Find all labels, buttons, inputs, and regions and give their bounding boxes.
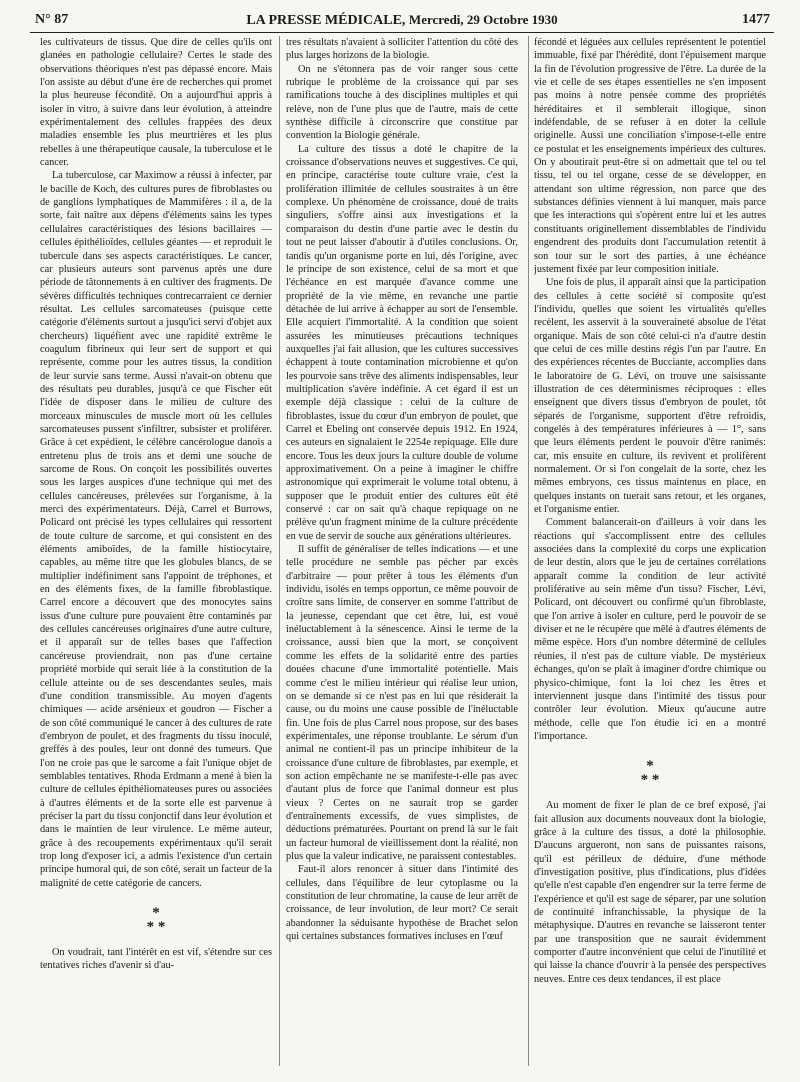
paragraph: La culture des tissus a doté le chapitre de la croissance d'observations neuves et suggestives. Ce qui, en principe, caractérise toute culture vraie, c'est la prolifération illimitée de cellules soustraites à un être complexe. Un phénomène de croissance, doué de traits singuliers, s'offre ainsi aux investigations et la comparaison du destin d'une partie avec le destin du tout ne peut laisser d'aboutir à d'utiles conclusions. Or, tandis qu'un organisme porte en lui, dès l'origine, avec le principe de son existence, celui de sa mort et que l'échéance en est marquée d'avance comme une propriété de la vie même, en revanche une partie détachée de lui arrive à échapper au sort de l'ensemble. Elle acquiert l'immortalité. A la condition que soient assurées les minutieuses précautions techniques auxquelles j'ai fait allusion, que les cultures successives échappent à toute contamination microbienne et qu'on les pourvoie sans trêve des aliments indispensables, leur multiplication s'avère indéfinie. A cet égard il est un exemple déjà classique : celui de la culture de fibroblastes, issue du cœur d'un embryon de poulet, que Carrel et Ebeling ont conservée depuis 1912. En 1924, ces auteurs en signalaient le 2254e repiquage. Elle dure encore. Tous les deux jours la culture double de volume approximativement. On a peine à imaginer le chiffre astronomique qui exprimerait le volume total obtenu, à supposer que le produit entier des cultures eût été conservé : car on sait qu'à chaque repiquage on ne prélève qu'un fragment minime de la culture précédente en vue de servir de souche aux générations ultérieures. (286, 143, 518, 542)
asterism-star: * (152, 905, 160, 921)
asterism-star: * (640, 772, 649, 789)
paragraph: tres résultats n'avaient à solliciter l'attention du côté des plus larges horizons de la biologie. (286, 37, 518, 62)
asterism-star: * (651, 772, 660, 789)
paragraph: Au moment de fixer le plan de ce bref exposé, j'ai fait allusion aux documents nouveaux dont la biologie, grâce à la culture des tissus, a doté la philosophie. D'aucuns argueront, non sans de puissantes raisons, qu'il est périlleux de déduire, d'une méthode d'investigation positive, plus d'indications, plus d'idées qu'elle n'est capable d'en engendrer sur la terre ferme de l'expérience et qu'il est sage de séparer, par une solution de continuité infranchissable, la physique de la métaphysique. D'autres en revanche se laisseront tenter par une transposition que ne saurait évidemment comporter d'autre inconvénient que celui de l'inutilité et qui laisse la chance d'ouvrir à la pensée des perspectives neuves. Entre ces deux tendances, il est place (534, 800, 766, 985)
issue-date: Mercredi, 29 Octobre 1930 (408, 12, 558, 27)
text-column-2 (286, 36, 518, 1076)
page-header (30, 10, 774, 33)
asterism-star: * (157, 919, 166, 935)
paragraph: Une fois de plus, il apparaît ainsi que la participation des cellules à cette société si composite qu'est l'individu, quelles que soient les virtualités qu'elles recèlent, les asservit à la souveraineté absolue de l'état organique. Mais de son côté celui-ci n'a d'autre destin que celui de ces mille destins régis l'un par l'autre. En des expériences récentes de Bucciante, accomplies dans le laboratoire de G. Lévi, on trouve une saisissante illustration de ces déterminismes réciproques : elles enseignent que divers tissus d'embryon de poulet, tôt séparés de l'organisme, supportent d'être refroidis, congelés à des températures inférieures à — 1°, sans que leurs éléments perdent le pouvoir d'être ranimés: car, mis ensuite en culture, ils revivent et prolifèrent normalement. Or si l'on congelait de la sorte, chez les mêmes embryons, ces tissus maintenus en place, en quelques instants on tuerait sans retour, et les organes, et l'organisme entier. (534, 277, 766, 516)
asterism-star: * (646, 758, 654, 775)
paragraph: les cultivateurs de tissus. Que dire de celles qu'ils ont glanées en pathologie cellulaire? Certes le stade des observations théoriques n'est pas dépassé encore. Mais l'on assiste au début d'une ère de recherches qui promet la plus heureuse fécondité. On a aujourd'hui appris à isoler in vitro, à suivre dans leur évolution, à atteindre expérimentalement des cellules frappées des deux maladies ensemble les plus meurtrières et les plus rebelles à une thérapeutique causale, la tuberculose et le cancer. (40, 37, 272, 169)
text-column-3 (534, 36, 766, 1076)
paragraph: Faut-il alors renoncer à situer dans l'intimité des cellules, dans l'équilibre de leur cytoplasme ou la constitution de leur chromatine, la cause de leur arrêt de croissance, de leur involution, de leur mort? Ce serait abandonner la séduisante hypothèse de Brachet selon qui certaines substances formatives incluses en l'œuf (286, 864, 518, 943)
issue-number: N° 87 (35, 12, 69, 27)
paragraph: Comment balancerait-on d'ailleurs à voir dans les réactions qui s'accomplissent entre des cellules associées dans la complexité du corps une explication de leur destin, alors que le jeu de certaines corrélations apparaît comme la condition de leur activité proliférative au sein même d'un tissu? Fischer, Lévi, Policard, ont découvert ou confirmé qu'un fibroblaste, que l'on arrive à isoler en culture, perd le pouvoir de se diviser et ne le récupère que mêlé à d'autres éléments de même espèce. Hors d'un nombre déterminé de cellules réunies, il n'est pas de culture viable. De mystérieux échanges, qu'on se plaît à imaginer d'ordre chimique ou physico-chimique, font la loi chez les êtres et interviennent jusque dans l'intimité des tissus pour contrôler leur évolution. Mieux qu'aucune autre méthode, celle que l'on étudie ici en a montré l'importance. (534, 517, 766, 742)
section-separator-asterism (40, 906, 272, 934)
page-number: 1477 (742, 12, 770, 27)
paragraph: On ne s'étonnera pas de voir ranger sous cette rubrique le problème de la croissance qui par ses ramifications touche à des disciplines multiples et qui relève, non de l'une plus que de l'autre, mais de cette synthèse difficile à circonscrire que constitue par convention la Biologie générale. (286, 63, 518, 142)
paragraph: On voudrait, tant l'intérêt en est vif, s'étendre sur ces tentatives riches d'avenir si d'au- (40, 947, 272, 972)
paragraph: La tuberculose, car Maximow a réussi à infecter, par le bacille de Koch, des cultures pures de fibroblastes ou de ganglions lymphatiques de Mammifères : il a, de la sorte, fait naître aux dépens d'éléments sains les types cellulaires caractéristiques des lésions bacillaires — cellules épithélioïdes, cellules géantes — et reproduit le tubercule dans ses aspects caractéristiques. Le cancer, car plusieurs auteurs sont parvenus après une dure période de tâtonnements à en cultiver des fragments. De sévères difficultés techniques contrecarraient ce dernier résultat. Les cellules sarcomateuses (puisque cette catégorie d'éléments surtout a jusqu'ici servi d'objet aux chercheurs) liquéfient avec une rapidité extrême le coagulum fibrineux qui leur sert de support et qui représente, comme pour les autres tissus, la condition de leur survie sans terme. Aussi n'avait-on obtenu que des résultats peu durables, jusqu'à ce que Fischer eût l'idée de disposer dans le milieu de culture des morceaux minuscules de muscle mort où les cellules sarcomateuses pussent s'infiltrer, subsister et proliférer. Grâce à cet expédient, le célèbre cancérologue danois a entretenu plus de trois ans et demi une souche de sarcome de Rous. On conçoit les possibilités ouvertes sous les larges auspices d'une technique qui met des cellules cancéreuses, prélevées sur l'organisme, à la merci des expérimentateurs. Déjà, Carrel et Burrows, Policard ont précisé les types cellulaires qui ressortent de toute culture de sarcome, et qui consistent en des éléments amiboïdes, de la famille histiocytaire, capables, au même titre que les globules blancs, de se multiplier indéfiniment sans l'appoint de tréphones, et en des éléments fixes, de la famille fibroblastique. Carrel encore a découvert que des monocytes sains issus d'une culture pure pouvaient être contaminés par des cellules cancéreuses originaires d'une autre culture, et il apparaît sur de telles bases que l'affection cancéreuse proviendrait, non pas d'une certaine propriété morbide qui serait liée à la constitution de la cellule atteinte ou de ses descendantes seules, mais d'une condition transmissible. Au moyen d'agents chimiques — acide arsénieux et goudron — Fischer a de son côté communiqué le cancer à des cultures de rate d'embryon de poulet, et des fragments du tissu inoculé, greffés à des poules, leur ont donné des tumeurs. Que l'on ne croie pas que le sarcome a fait l'unique objet de semblables tentatives. Rhoda Erdmann a mené à bien la culture de cellules épithéliomateuses pures ou associées à d'autres éléments et de la sorte elle est parvenue à préciser la part du tissu conjonctif dans leur évolution et dans le maintien de leur virulence. Le même auteur, grâce à des recoupements expérimentaux qu'il serait trop long d'exposer ici, a admis l'existence d'un certain principe humoral qui, de son côté, serait un facteur de la malignité de cette catégorie de cancers. (40, 170, 272, 889)
column-divider (528, 36, 529, 1066)
section-separator-asterism (534, 759, 766, 787)
asterism-star: * (146, 919, 155, 935)
paragraph: fécondé et léguées aux cellules représentent le potentiel immuable, fixé par l'hérédité, dont l'épuisement marque la fin de l'évolution progressive de l'être. La durée de la vie et celle de ses étapes essentielles ne s'en imposent pas moins à notre pensée comme des propriétés héréditaires et il semblerait illogique, sinon indéfendable, de se refuser à en doter la cellule originelle. Aussi une conciliation s'impose-t-elle entre ce postulat et les enseignements impérieux des cultures. On y aboutirait peut-être si on admettait que tel ou tel tissu, tel ou tel organe, cesse de se développer, en attendant son ultime régression, non parce que des substances définies viennent à lui manquer, mais parce que les interactions qui s'opèrent entre lui et les autres constituants originellement dissemblables de l'individu engendrent des produits dont l'accumulation retentit à son tour sur le sort des parties, à une échéance justement fixée par leur composition initiale. (534, 37, 766, 275)
paragraph: Il suffit de généraliser de telles indications — et une telle procédure ne semble pas pécher par excès d'arbitraire — pour prêter à tous les éléments d'un individu, isolés en temps opportun, ce même pouvoir de croître sans limite, de conserver en somme l'attribut de la jeunesse, cependant que cet être, lui, est voué inéluctablement à la sénescence. Ainsi le terme de la croissance, aussi bien que la mort, se conçoivent comme les effets de la solidarité entre des parties douées chacune d'une immortalité potentielle. Mais comme c'est le milieu intérieur qui réalise leur union, on se demande si ce n'est pas en lui que résiderait la cause, ou du moins une cause possible de l'inéluctable fin. Une fois de plus Carrel nous propose, sur des bases expérimentales, une réponse troublante. Le sérum d'un animal ne contient-il pas un principe inhibiteur de la croissance d'une culture de fibroblastes, par exemple, et son action empêchante ne se manifeste-t-elle pas avec d'autant plus de force que l'animal donneur est plus vieux ? Certes on ne saurait trop se garder d'entraînements excessifs, de vues simplistes, de déductions prématurées. Pourtant on prend là sur le fait un facteur humoral de vieillissement dont la réalité, non plus que la valeur indicative, ne paraissent contestables. (286, 544, 518, 862)
text-column-1 (40, 36, 272, 1076)
journal-title (30, 12, 774, 29)
journal-name: LA PRESSE MÉDICALE, (246, 13, 406, 28)
column-divider (279, 36, 280, 1066)
